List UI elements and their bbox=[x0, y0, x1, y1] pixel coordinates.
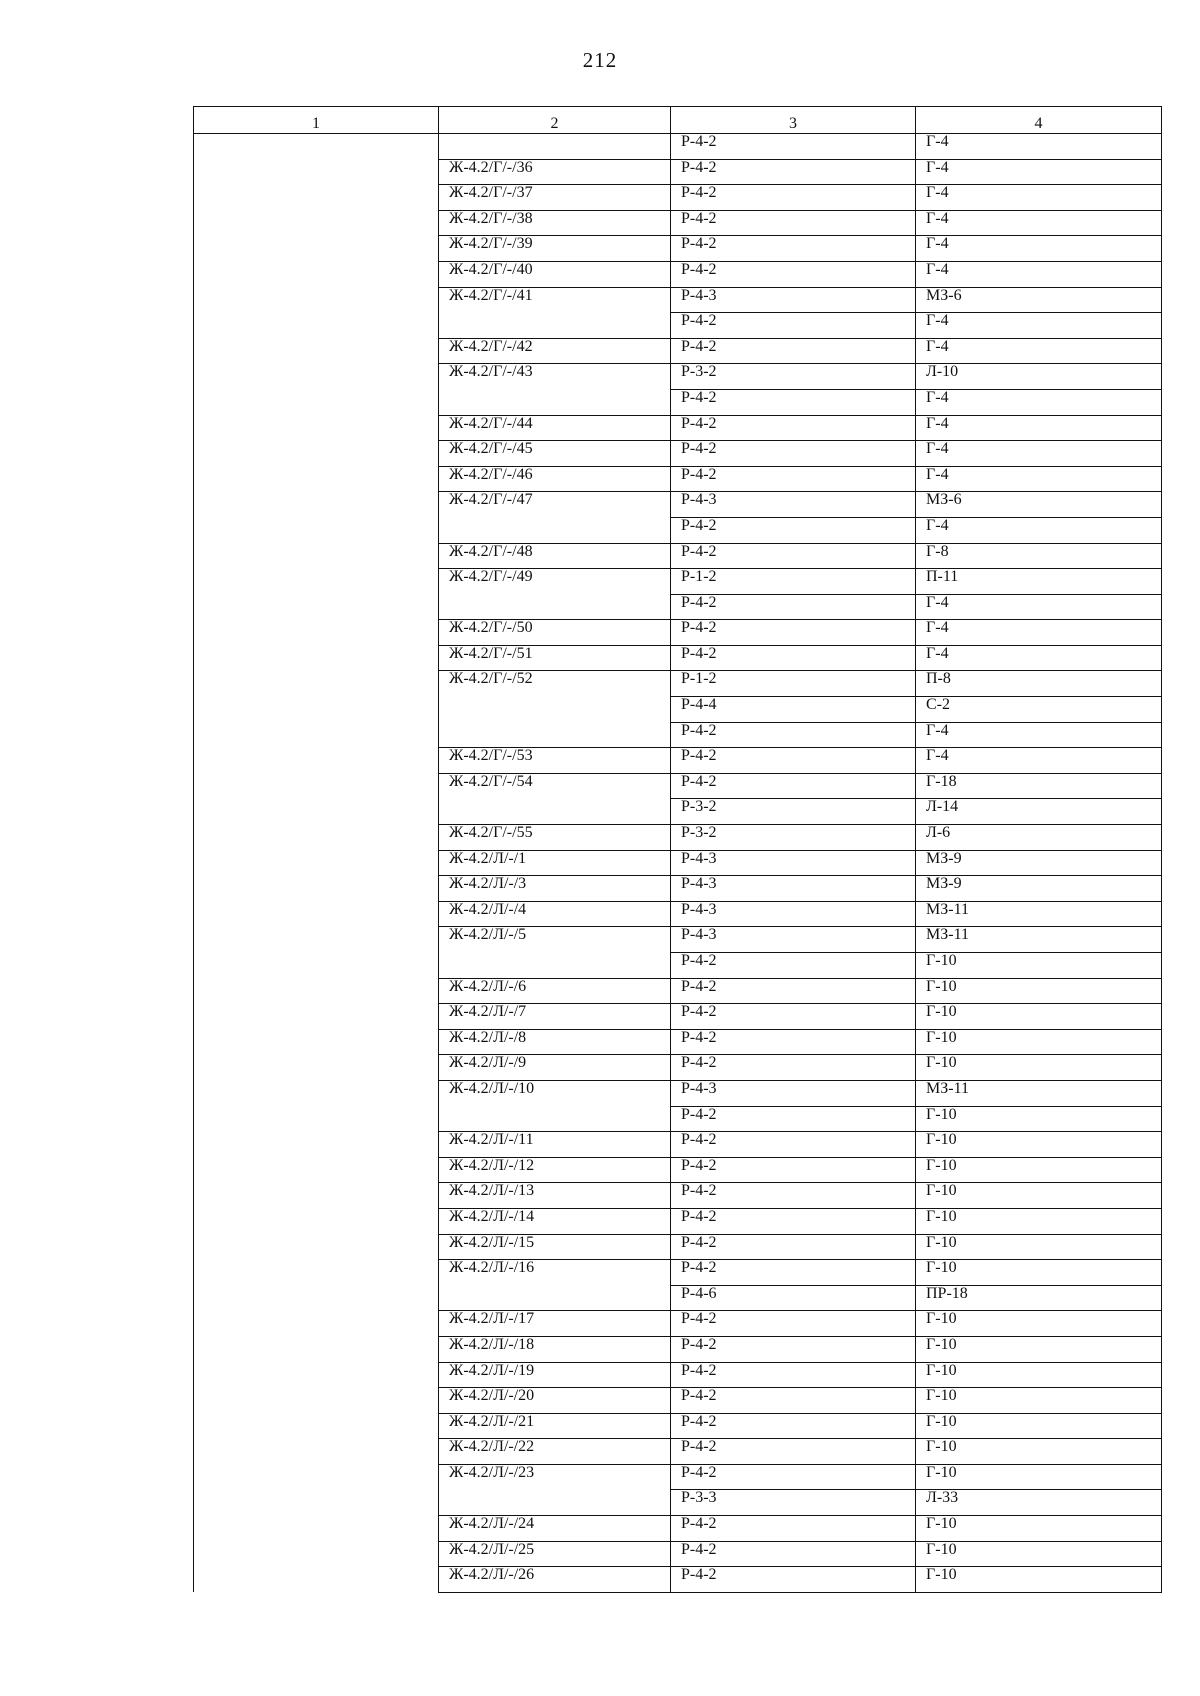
designation-cell: Ж-4.2/Г/-/49 bbox=[439, 569, 671, 595]
code-cell: Р-4-2 bbox=[671, 1388, 916, 1414]
designation-cell bbox=[439, 1106, 671, 1132]
code-cell: Р-4-2 bbox=[671, 1336, 916, 1362]
designation-cell: Ж-4.2/Л/-/18 bbox=[439, 1336, 671, 1362]
designation-cell: Ж-4.2/Л/-/11 bbox=[439, 1132, 671, 1158]
code-cell: Р-4-2 bbox=[671, 1208, 916, 1234]
designation-cell bbox=[439, 799, 671, 825]
designation-cell: Ж-4.2/Г/-/47 bbox=[439, 492, 671, 518]
column-header-3: 3 bbox=[671, 107, 916, 134]
type-cell: МЗ-11 bbox=[916, 1080, 1162, 1106]
type-cell: Л-33 bbox=[916, 1490, 1162, 1516]
type-cell: Г-10 bbox=[916, 1516, 1162, 1542]
code-cell: Р-4-2 bbox=[671, 722, 916, 748]
type-cell: Г-10 bbox=[916, 1413, 1162, 1439]
code-cell: Р-4-2 bbox=[671, 1413, 916, 1439]
document-table bbox=[193, 106, 1162, 1593]
designation-cell bbox=[439, 697, 671, 723]
designation-cell: Ж-4.2/Г/-/51 bbox=[439, 645, 671, 671]
type-cell: Г-4 bbox=[916, 185, 1162, 211]
code-cell: Р-4-2 bbox=[671, 1106, 916, 1132]
designation-cell: Ж-4.2/Г/-/37 bbox=[439, 185, 671, 211]
type-cell: Г-10 bbox=[916, 953, 1162, 979]
header-row bbox=[194, 107, 1162, 134]
type-cell: Г-10 bbox=[916, 1004, 1162, 1030]
designation-cell: Ж-4.2/Г/-/41 bbox=[439, 287, 671, 313]
type-cell: Г-10 bbox=[916, 1362, 1162, 1388]
type-cell: Г-4 bbox=[916, 313, 1162, 339]
designation-cell: Ж-4.2/Л/-/20 bbox=[439, 1388, 671, 1414]
code-cell: Р-4-2 bbox=[671, 1029, 916, 1055]
designation-cell: Ж-4.2/Л/-/12 bbox=[439, 1157, 671, 1183]
designation-cell: Ж-4.2/Г/-/39 bbox=[439, 236, 671, 262]
type-cell: Л-14 bbox=[916, 799, 1162, 825]
type-cell: Г-4 bbox=[916, 645, 1162, 671]
code-cell: Р-4-2 bbox=[671, 261, 916, 287]
designation-cell: Ж-4.2/Г/-/55 bbox=[439, 825, 671, 851]
designation-cell: Ж-4.2/Л/-/25 bbox=[439, 1541, 671, 1567]
designation-cell: Ж-4.2/Г/-/50 bbox=[439, 620, 671, 646]
designation-cell bbox=[439, 134, 671, 160]
type-cell: Г-10 bbox=[916, 1336, 1162, 1362]
code-cell: Р-4-2 bbox=[671, 1055, 916, 1081]
table-row bbox=[194, 134, 1162, 160]
type-cell: Г-4 bbox=[916, 389, 1162, 415]
code-cell: Р-4-3 bbox=[671, 850, 916, 876]
code-cell: Р-1-2 bbox=[671, 671, 916, 697]
designation-cell: Ж-4.2/Г/-/38 bbox=[439, 210, 671, 236]
code-cell: Р-4-2 bbox=[671, 1362, 916, 1388]
code-cell: Р-4-2 bbox=[671, 313, 916, 339]
code-cell: Р-4-2 bbox=[671, 1516, 916, 1542]
designation-cell: Ж-4.2/Г/-/54 bbox=[439, 773, 671, 799]
designation-cell: Ж-4.2/Л/-/10 bbox=[439, 1080, 671, 1106]
code-cell: Р-4-2 bbox=[671, 1464, 916, 1490]
designation-cell: Ж-4.2/Л/-/13 bbox=[439, 1183, 671, 1209]
code-cell: Р-4-2 bbox=[671, 159, 916, 185]
designation-cell bbox=[439, 389, 671, 415]
designation-cell: Ж-4.2/Л/-/24 bbox=[439, 1516, 671, 1542]
type-cell: МЗ-6 bbox=[916, 287, 1162, 313]
code-cell: Р-3-3 bbox=[671, 1490, 916, 1516]
type-cell: ПР-18 bbox=[916, 1285, 1162, 1311]
type-cell: Г-4 bbox=[916, 748, 1162, 774]
code-cell: Р-4-2 bbox=[671, 953, 916, 979]
type-cell: Г-10 bbox=[916, 1464, 1162, 1490]
designation-cell: Ж-4.2/Г/-/46 bbox=[439, 466, 671, 492]
designation-cell: Ж-4.2/Л/-/19 bbox=[439, 1362, 671, 1388]
designation-cell: Ж-4.2/Г/-/36 bbox=[439, 159, 671, 185]
code-cell: Р-4-2 bbox=[671, 978, 916, 1004]
code-cell: Р-4-3 bbox=[671, 1080, 916, 1106]
code-cell: Р-4-2 bbox=[671, 1260, 916, 1286]
code-cell: Р-4-3 bbox=[671, 901, 916, 927]
type-cell: П-11 bbox=[916, 569, 1162, 595]
code-cell: Р-4-3 bbox=[671, 287, 916, 313]
designation-cell: Ж-4.2/Г/-/45 bbox=[439, 441, 671, 467]
type-cell: Г-4 bbox=[916, 722, 1162, 748]
table-header bbox=[194, 107, 1162, 134]
type-cell: Г-10 bbox=[916, 1234, 1162, 1260]
designation-cell: Ж-4.2/Л/-/6 bbox=[439, 978, 671, 1004]
code-cell: Р-4-2 bbox=[671, 415, 916, 441]
code-cell: Р-4-2 bbox=[671, 594, 916, 620]
type-cell: МЗ-11 bbox=[916, 901, 1162, 927]
code-cell: Р-4-3 bbox=[671, 876, 916, 902]
designation-cell: Ж-4.2/Л/-/4 bbox=[439, 901, 671, 927]
code-cell: Р-4-2 bbox=[671, 1234, 916, 1260]
code-cell: Р-4-2 bbox=[671, 1157, 916, 1183]
designation-cell bbox=[439, 1490, 671, 1516]
type-cell: Г-4 bbox=[916, 159, 1162, 185]
type-cell: Г-10 bbox=[916, 1311, 1162, 1337]
designation-cell: Ж-4.2/Г/-/44 bbox=[439, 415, 671, 441]
code-cell: Р-4-2 bbox=[671, 748, 916, 774]
type-cell: Г-10 bbox=[916, 1106, 1162, 1132]
type-cell: П-8 bbox=[916, 671, 1162, 697]
type-cell: Л-10 bbox=[916, 364, 1162, 390]
type-cell: МЗ-6 bbox=[916, 492, 1162, 518]
code-cell: Р-4-2 bbox=[671, 466, 916, 492]
type-cell: Г-4 bbox=[916, 210, 1162, 236]
code-cell: Р-4-6 bbox=[671, 1285, 916, 1311]
code-cell: Р-4-2 bbox=[671, 210, 916, 236]
type-cell: С-2 bbox=[916, 697, 1162, 723]
designation-cell: Ж-4.2/Л/-/8 bbox=[439, 1029, 671, 1055]
column-header-4: 4 bbox=[916, 107, 1162, 134]
code-cell: Р-4-2 bbox=[671, 185, 916, 211]
designation-cell bbox=[439, 517, 671, 543]
code-cell: Р-3-2 bbox=[671, 799, 916, 825]
code-cell: Р-1-2 bbox=[671, 569, 916, 595]
code-cell: Р-4-2 bbox=[671, 1439, 916, 1465]
designation-cell bbox=[439, 722, 671, 748]
code-cell: Р-4-4 bbox=[671, 697, 916, 723]
code-cell: Р-4-2 bbox=[671, 1311, 916, 1337]
type-cell: Г-4 bbox=[916, 517, 1162, 543]
designation-cell: Ж-4.2/Г/-/40 bbox=[439, 261, 671, 287]
code-cell: Р-4-3 bbox=[671, 927, 916, 953]
designation-cell: Ж-4.2/Г/-/53 bbox=[439, 748, 671, 774]
code-cell: Р-4-2 bbox=[671, 543, 916, 569]
code-cell: Р-4-2 bbox=[671, 620, 916, 646]
type-cell: Г-10 bbox=[916, 1260, 1162, 1286]
code-cell: Р-4-2 bbox=[671, 773, 916, 799]
code-cell: Р-4-3 bbox=[671, 492, 916, 518]
code-cell: Р-4-2 bbox=[671, 517, 916, 543]
column-1-cell bbox=[194, 134, 439, 1593]
code-cell: Р-4-2 bbox=[671, 1132, 916, 1158]
code-cell: Р-4-2 bbox=[671, 236, 916, 262]
type-cell: Г-10 bbox=[916, 1183, 1162, 1209]
designation-cell: Ж-4.2/Г/-/48 bbox=[439, 543, 671, 569]
code-cell: Р-4-2 bbox=[671, 645, 916, 671]
code-cell: Р-3-2 bbox=[671, 364, 916, 390]
designation-cell: Ж-4.2/Л/-/14 bbox=[439, 1208, 671, 1234]
column-header-1: 1 bbox=[194, 107, 439, 134]
type-cell: Г-4 bbox=[916, 441, 1162, 467]
designation-cell: Ж-4.2/Г/-/42 bbox=[439, 338, 671, 364]
type-cell: Г-10 bbox=[916, 1157, 1162, 1183]
type-cell: МЗ-9 bbox=[916, 850, 1162, 876]
designation-cell: Ж-4.2/Л/-/21 bbox=[439, 1413, 671, 1439]
code-cell: Р-4-2 bbox=[671, 389, 916, 415]
designation-cell: Ж-4.2/Л/-/26 bbox=[439, 1567, 671, 1593]
code-cell: Р-4-2 bbox=[671, 1541, 916, 1567]
type-cell: Г-4 bbox=[916, 338, 1162, 364]
page-number: 212 bbox=[582, 48, 618, 72]
type-cell: Г-10 bbox=[916, 1541, 1162, 1567]
type-cell: Г-4 bbox=[916, 620, 1162, 646]
type-cell: Г-4 bbox=[916, 236, 1162, 262]
type-cell: Г-8 bbox=[916, 543, 1162, 569]
type-cell: Г-4 bbox=[916, 134, 1162, 160]
type-cell: Г-4 bbox=[916, 261, 1162, 287]
designation-cell: Ж-4.2/Л/-/17 bbox=[439, 1311, 671, 1337]
code-cell: Р-4-2 bbox=[671, 1004, 916, 1030]
type-cell: Г-4 bbox=[916, 466, 1162, 492]
code-cell: Р-4-2 bbox=[671, 441, 916, 467]
type-cell: Г-10 bbox=[916, 978, 1162, 1004]
designation-cell: Ж-4.2/Г/-/43 bbox=[439, 364, 671, 390]
type-cell: Г-10 bbox=[916, 1029, 1162, 1055]
code-cell: Р-4-2 bbox=[671, 1567, 916, 1593]
code-cell: Р-4-2 bbox=[671, 134, 916, 160]
type-cell: Г-4 bbox=[916, 415, 1162, 441]
type-cell: Г-10 bbox=[916, 1439, 1162, 1465]
designation-cell: Ж-4.2/Л/-/15 bbox=[439, 1234, 671, 1260]
designation-cell: Ж-4.2/Л/-/23 bbox=[439, 1464, 671, 1490]
type-cell: Г-4 bbox=[916, 594, 1162, 620]
designation-cell: Ж-4.2/Л/-/9 bbox=[439, 1055, 671, 1081]
designation-cell bbox=[439, 594, 671, 620]
type-cell: Г-10 bbox=[916, 1132, 1162, 1158]
type-cell: Г-10 bbox=[916, 1055, 1162, 1081]
designation-cell: Ж-4.2/Л/-/5 bbox=[439, 927, 671, 953]
designation-cell: Ж-4.2/Л/-/16 bbox=[439, 1260, 671, 1286]
designation-cell: Ж-4.2/Г/-/52 bbox=[439, 671, 671, 697]
designation-cell: Ж-4.2/Л/-/3 bbox=[439, 876, 671, 902]
type-cell: МЗ-11 bbox=[916, 927, 1162, 953]
column-header-2: 2 bbox=[439, 107, 671, 134]
type-cell: Г-18 bbox=[916, 773, 1162, 799]
type-cell: Г-10 bbox=[916, 1388, 1162, 1414]
designation-cell: Ж-4.2/Л/-/22 bbox=[439, 1439, 671, 1465]
type-cell: МЗ-9 bbox=[916, 876, 1162, 902]
table-body bbox=[194, 134, 1162, 1593]
type-cell: Г-10 bbox=[916, 1208, 1162, 1234]
type-cell: Л-6 bbox=[916, 825, 1162, 851]
designation-cell bbox=[439, 1285, 671, 1311]
designation-cell: Ж-4.2/Л/-/1 bbox=[439, 850, 671, 876]
designation-cell bbox=[439, 313, 671, 339]
designation-cell: Ж-4.2/Л/-/7 bbox=[439, 1004, 671, 1030]
designation-cell bbox=[439, 953, 671, 979]
code-cell: Р-4-2 bbox=[671, 1183, 916, 1209]
code-cell: Р-4-2 bbox=[671, 338, 916, 364]
type-cell: Г-10 bbox=[916, 1567, 1162, 1593]
code-cell: Р-3-2 bbox=[671, 825, 916, 851]
